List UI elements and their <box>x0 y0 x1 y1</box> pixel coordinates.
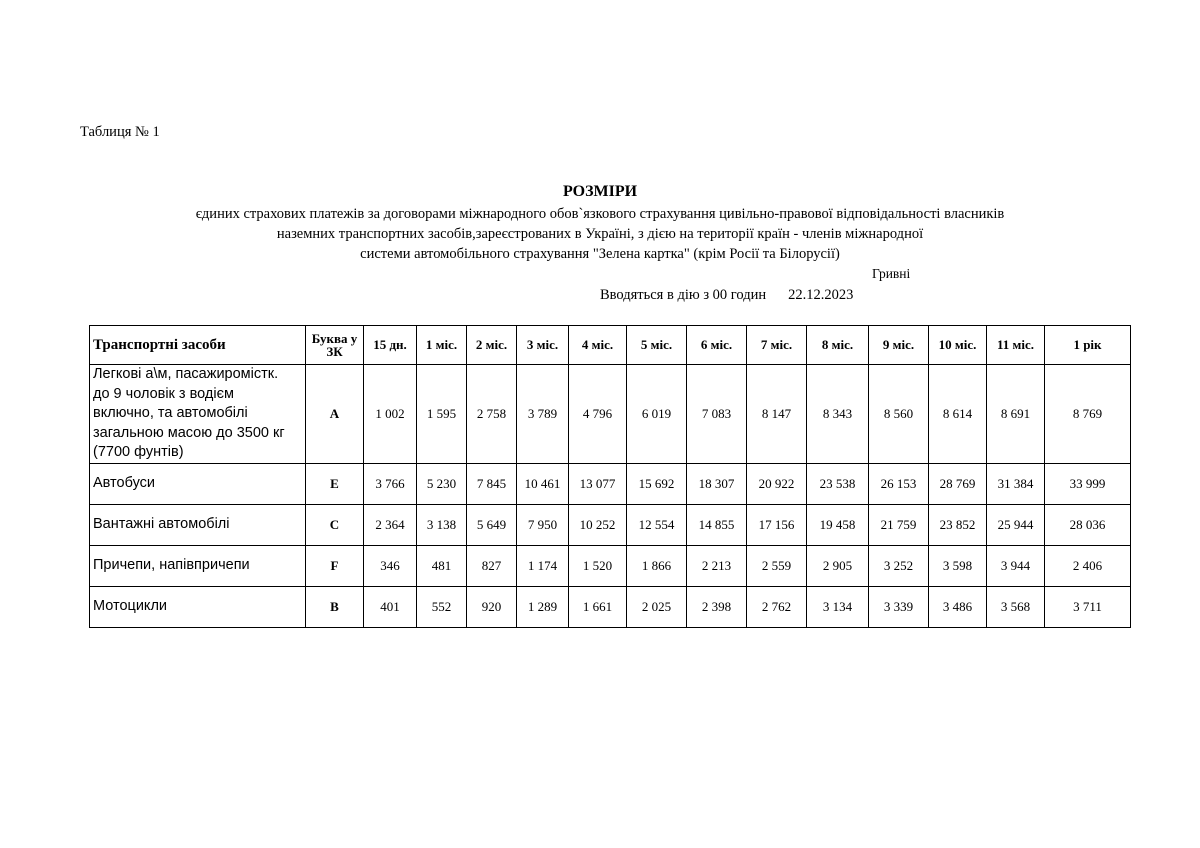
table-row <box>90 546 1131 587</box>
premium-value-cell: 552 <box>417 587 467 628</box>
header-vehicle: Транспортні засоби <box>90 326 306 365</box>
premium-value-cell: 827 <box>467 546 517 587</box>
premium-value-cell: 1 002 <box>364 365 417 464</box>
header-letter-line: ЗК <box>326 344 343 359</box>
premium-value-cell: 920 <box>467 587 517 628</box>
premium-value-cell: 7 845 <box>467 464 517 505</box>
subtitle-line: єдиних страхових платежів за договорами міжнародного обов`язкового страхування цивільно-правової відповідальності власників <box>195 206 1005 222</box>
premium-value-cell: 3 339 <box>869 587 929 628</box>
premium-value-cell: 2 559 <box>747 546 807 587</box>
table-row <box>90 365 1131 464</box>
document-title: РОЗМІРИ <box>562 183 638 200</box>
rates-table <box>89 325 1131 628</box>
green-card-letter-cell: A <box>306 365 364 464</box>
premium-value-cell: 1 174 <box>517 546 569 587</box>
premium-value-cell: 8 147 <box>747 365 807 464</box>
premium-value-cell: 23 852 <box>929 505 987 546</box>
premium-value-cell: 346 <box>364 546 417 587</box>
vehicle-type-line: включно, та автомобілі <box>93 405 248 422</box>
effective-date-line <box>600 287 853 304</box>
premium-value-cell: 1 661 <box>569 587 627 628</box>
premium-value-cell: 7 950 <box>517 505 569 546</box>
table-row <box>90 464 1131 505</box>
premium-value-cell: 2 364 <box>364 505 417 546</box>
header-period: 15 дн. <box>364 326 417 365</box>
vehicle-type-line: Легкові а\м, пасажиромістк. <box>93 366 279 383</box>
premium-value-cell: 8 691 <box>987 365 1045 464</box>
header-period: 8 міс. <box>807 326 869 365</box>
premium-value-cell: 1 520 <box>569 546 627 587</box>
premium-value-cell: 8 769 <box>1045 365 1131 464</box>
premium-value-cell: 3 138 <box>417 505 467 546</box>
premium-value-cell: 2 762 <box>747 587 807 628</box>
header-row <box>90 326 1131 365</box>
premium-value-cell: 2 758 <box>467 365 517 464</box>
vehicle-type-line: Причепи, напівпричепи <box>93 557 250 574</box>
green-card-letter-cell: E <box>306 464 364 505</box>
header-letter <box>306 326 364 365</box>
vehicle-type-line: Автобуси <box>93 475 156 492</box>
header-letter-line: Буква у <box>311 331 358 346</box>
header-period: 2 міс. <box>467 326 517 365</box>
premium-value-cell: 10 461 <box>517 464 569 505</box>
header-period: 10 міс. <box>929 326 987 365</box>
currency-label: Гривні <box>872 266 911 281</box>
premium-value-cell: 23 538 <box>807 464 869 505</box>
premium-value-cell: 26 153 <box>869 464 929 505</box>
vehicle-type-line: до 9 чоловік з водієм <box>93 385 234 402</box>
header-period: 11 міс. <box>987 326 1045 365</box>
vehicle-type-line: (7700 фунтів) <box>93 444 184 461</box>
premium-value-cell: 25 944 <box>987 505 1045 546</box>
premium-value-cell: 401 <box>364 587 417 628</box>
premium-value-cell: 3 134 <box>807 587 869 628</box>
premium-value-cell: 3 944 <box>987 546 1045 587</box>
premium-value-cell: 17 156 <box>747 505 807 546</box>
effective-date: 22.12.2023 <box>788 287 854 303</box>
premium-value-cell: 15 692 <box>627 464 687 505</box>
premium-value-cell: 1 289 <box>517 587 569 628</box>
header-period: 5 міс. <box>627 326 687 365</box>
premium-value-cell: 3 598 <box>929 546 987 587</box>
premium-value-cell: 33 999 <box>1045 464 1131 505</box>
header-period: 4 міс. <box>569 326 627 365</box>
green-card-letter-cell: B <box>306 587 364 628</box>
table-body <box>90 365 1131 628</box>
vehicle-type-line: Вантажні автомобілі <box>93 516 230 533</box>
premium-value-cell: 28 036 <box>1045 505 1131 546</box>
premium-value-cell: 21 759 <box>869 505 929 546</box>
header-period: 3 міс. <box>517 326 569 365</box>
premium-value-cell: 10 252 <box>569 505 627 546</box>
premium-value-cell: 18 307 <box>687 464 747 505</box>
header-period: 1 міс. <box>417 326 467 365</box>
premium-value-cell: 3 789 <box>517 365 569 464</box>
premium-value-cell: 19 458 <box>807 505 869 546</box>
green-card-letter-cell: C <box>306 505 364 546</box>
premium-value-cell: 3 568 <box>987 587 1045 628</box>
green-card-letter-cell: F <box>306 546 364 587</box>
table-label: Таблиця № 1 <box>80 124 160 140</box>
premium-value-cell: 1 866 <box>627 546 687 587</box>
table-row <box>90 505 1131 546</box>
premium-value-cell: 2 905 <box>807 546 869 587</box>
premium-value-cell: 2 398 <box>687 587 747 628</box>
premium-value-cell: 13 077 <box>569 464 627 505</box>
vehicle-type-line: Мотоцикли <box>93 598 168 615</box>
subtitle-line: системи автомобільного страхування "Зелена картка" (крім Росії та Білорусії) <box>360 246 840 262</box>
premium-value-cell: 3 252 <box>869 546 929 587</box>
subtitle-line: наземних транспортних засобів,зареєстрованих в Україні, з дією на території країн - членів міжнародної <box>276 226 924 242</box>
premium-value-cell: 3 766 <box>364 464 417 505</box>
premium-value-cell: 8 343 <box>807 365 869 464</box>
premium-value-cell: 31 384 <box>987 464 1045 505</box>
premium-value-cell: 7 083 <box>687 365 747 464</box>
premium-value-cell: 2 213 <box>687 546 747 587</box>
premium-value-cell: 2 025 <box>627 587 687 628</box>
document-subtitle <box>0 204 1200 264</box>
premium-value-cell: 4 796 <box>569 365 627 464</box>
vehicle-type-cell <box>90 587 306 628</box>
header-period: 7 міс. <box>747 326 807 365</box>
premium-value-cell: 12 554 <box>627 505 687 546</box>
premium-value-cell: 5 649 <box>467 505 517 546</box>
header-period: 6 міс. <box>687 326 747 365</box>
premium-value-cell: 8 560 <box>869 365 929 464</box>
premium-value-cell: 8 614 <box>929 365 987 464</box>
vehicle-type-cell <box>90 505 306 546</box>
premium-value-cell: 6 019 <box>627 365 687 464</box>
header-period: 1 рік <box>1045 326 1131 365</box>
premium-value-cell: 3 711 <box>1045 587 1131 628</box>
premium-value-cell: 3 486 <box>929 587 987 628</box>
premium-value-cell: 5 230 <box>417 464 467 505</box>
vehicle-type-line: загальною масою до 3500 кг <box>93 424 285 441</box>
vehicle-type-cell <box>90 546 306 587</box>
premium-value-cell: 20 922 <box>747 464 807 505</box>
effective-label: Вводяться в дію з 00 годин <box>600 287 767 303</box>
premium-value-cell: 28 769 <box>929 464 987 505</box>
header-period: 9 міс. <box>869 326 929 365</box>
vehicle-type-cell <box>90 464 306 505</box>
premium-value-cell: 2 406 <box>1045 546 1131 587</box>
premium-value-cell: 14 855 <box>687 505 747 546</box>
vehicle-type-cell <box>90 365 306 464</box>
premium-value-cell: 1 595 <box>417 365 467 464</box>
table-row <box>90 587 1131 628</box>
premium-value-cell: 481 <box>417 546 467 587</box>
